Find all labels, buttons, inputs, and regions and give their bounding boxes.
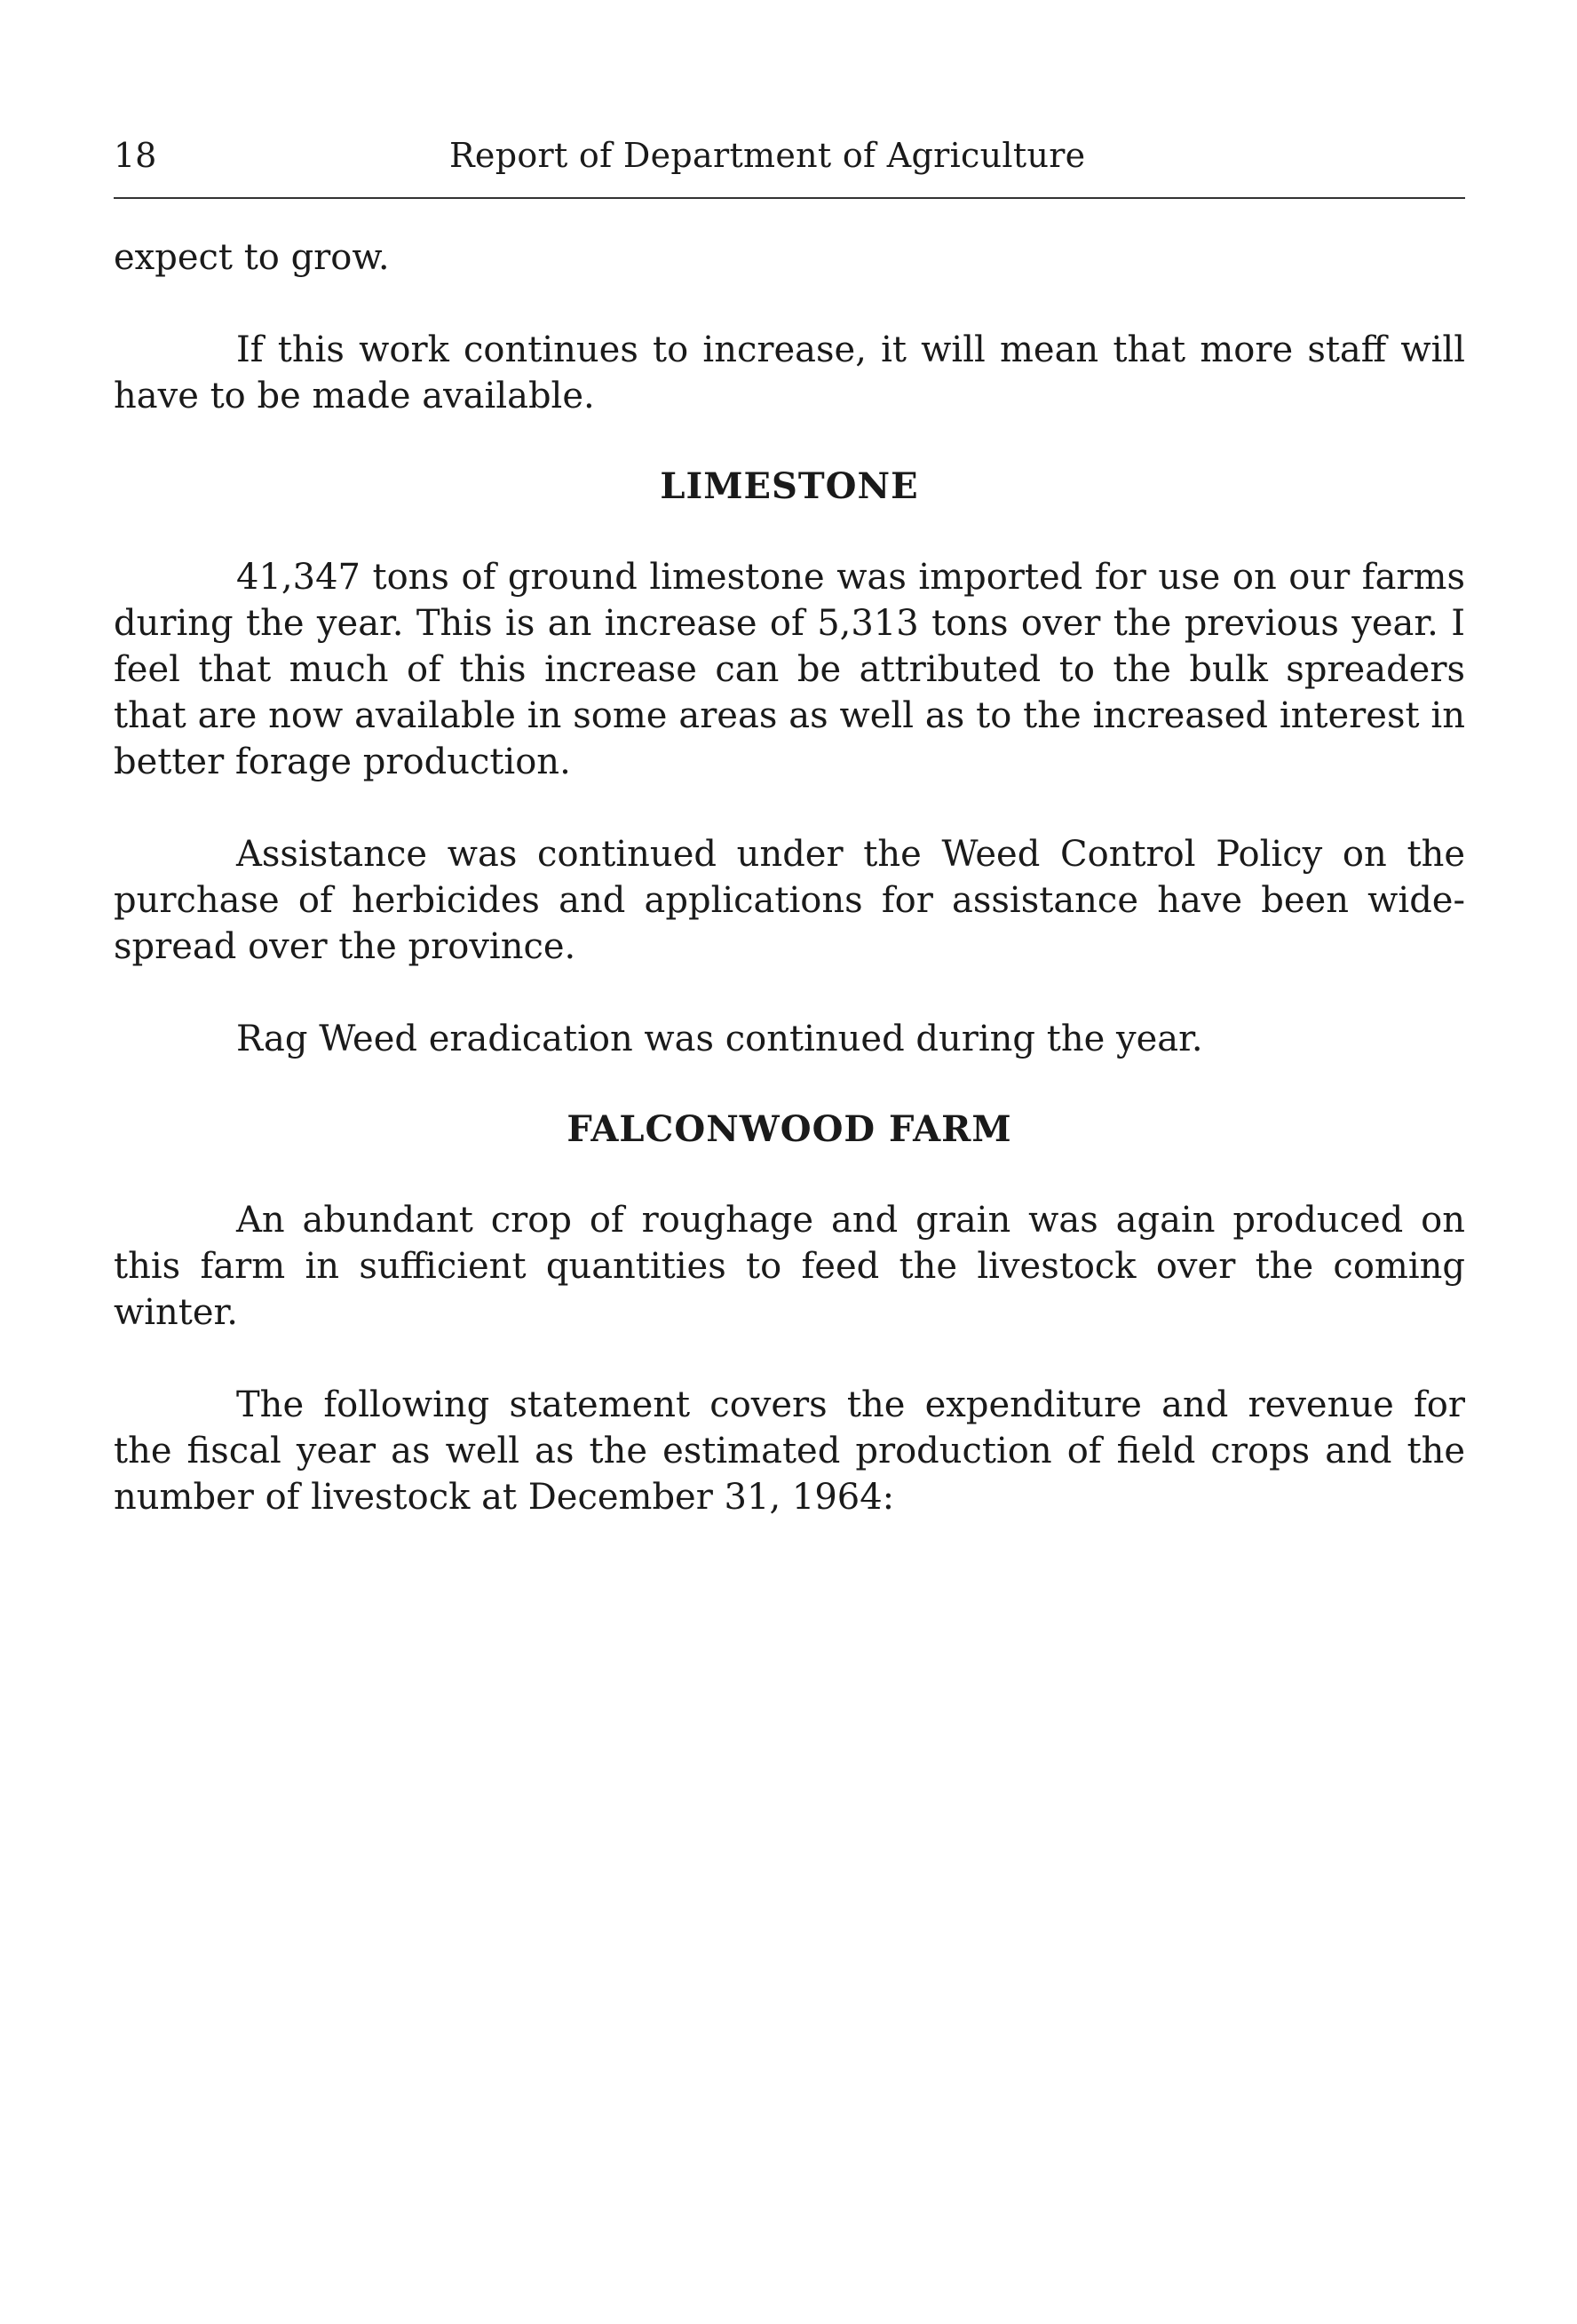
header-rule <box>114 197 1465 199</box>
page-number: 18 <box>114 136 157 175</box>
paragraph-weed-control: Assistance was continued under the Weed Control Policy on the purchase of herbicides and applications for assistance have been wide-spread over the province. <box>114 834 1465 967</box>
paragraph-falconwood-crop: An abundant crop of roughage and grain was again produced on this farm in sufficient quantities to feed the livestock over the coming winter. <box>114 1200 1465 1333</box>
paragraph-limestone: 41,347 tons of ground limestone was imported for use on our farms during the year. This is an increase of 5,313 tons over the previous year. I feel that much of this increase can be attributed to the bulk spreaders that are now available in some areas as well as to the increased interest in better forage production. <box>114 557 1465 782</box>
paragraph-rag-weed: Rag Weed eradication was continued during the year. <box>236 1019 1203 1059</box>
running-title: Report of Department of Agriculture <box>449 136 1086 175</box>
paragraph-staff: If this work continues to increase, it will mean that more staff will have to be made available. <box>114 329 1465 416</box>
document-page <box>114 124 1465 1520</box>
section-heading-falconwood: FALCONWOOD FARM <box>567 1108 1012 1150</box>
paragraph-continuation: expect to grow. <box>114 237 390 278</box>
running-header <box>114 124 1465 186</box>
section-heading-limestone: LIMESTONE <box>660 465 919 507</box>
paragraph-statement: The following statement covers the expenditure and revenue for the fiscal year as well as the estimated production of field crops and the number of livestock at December 31, 1964: <box>114 1384 1465 1518</box>
